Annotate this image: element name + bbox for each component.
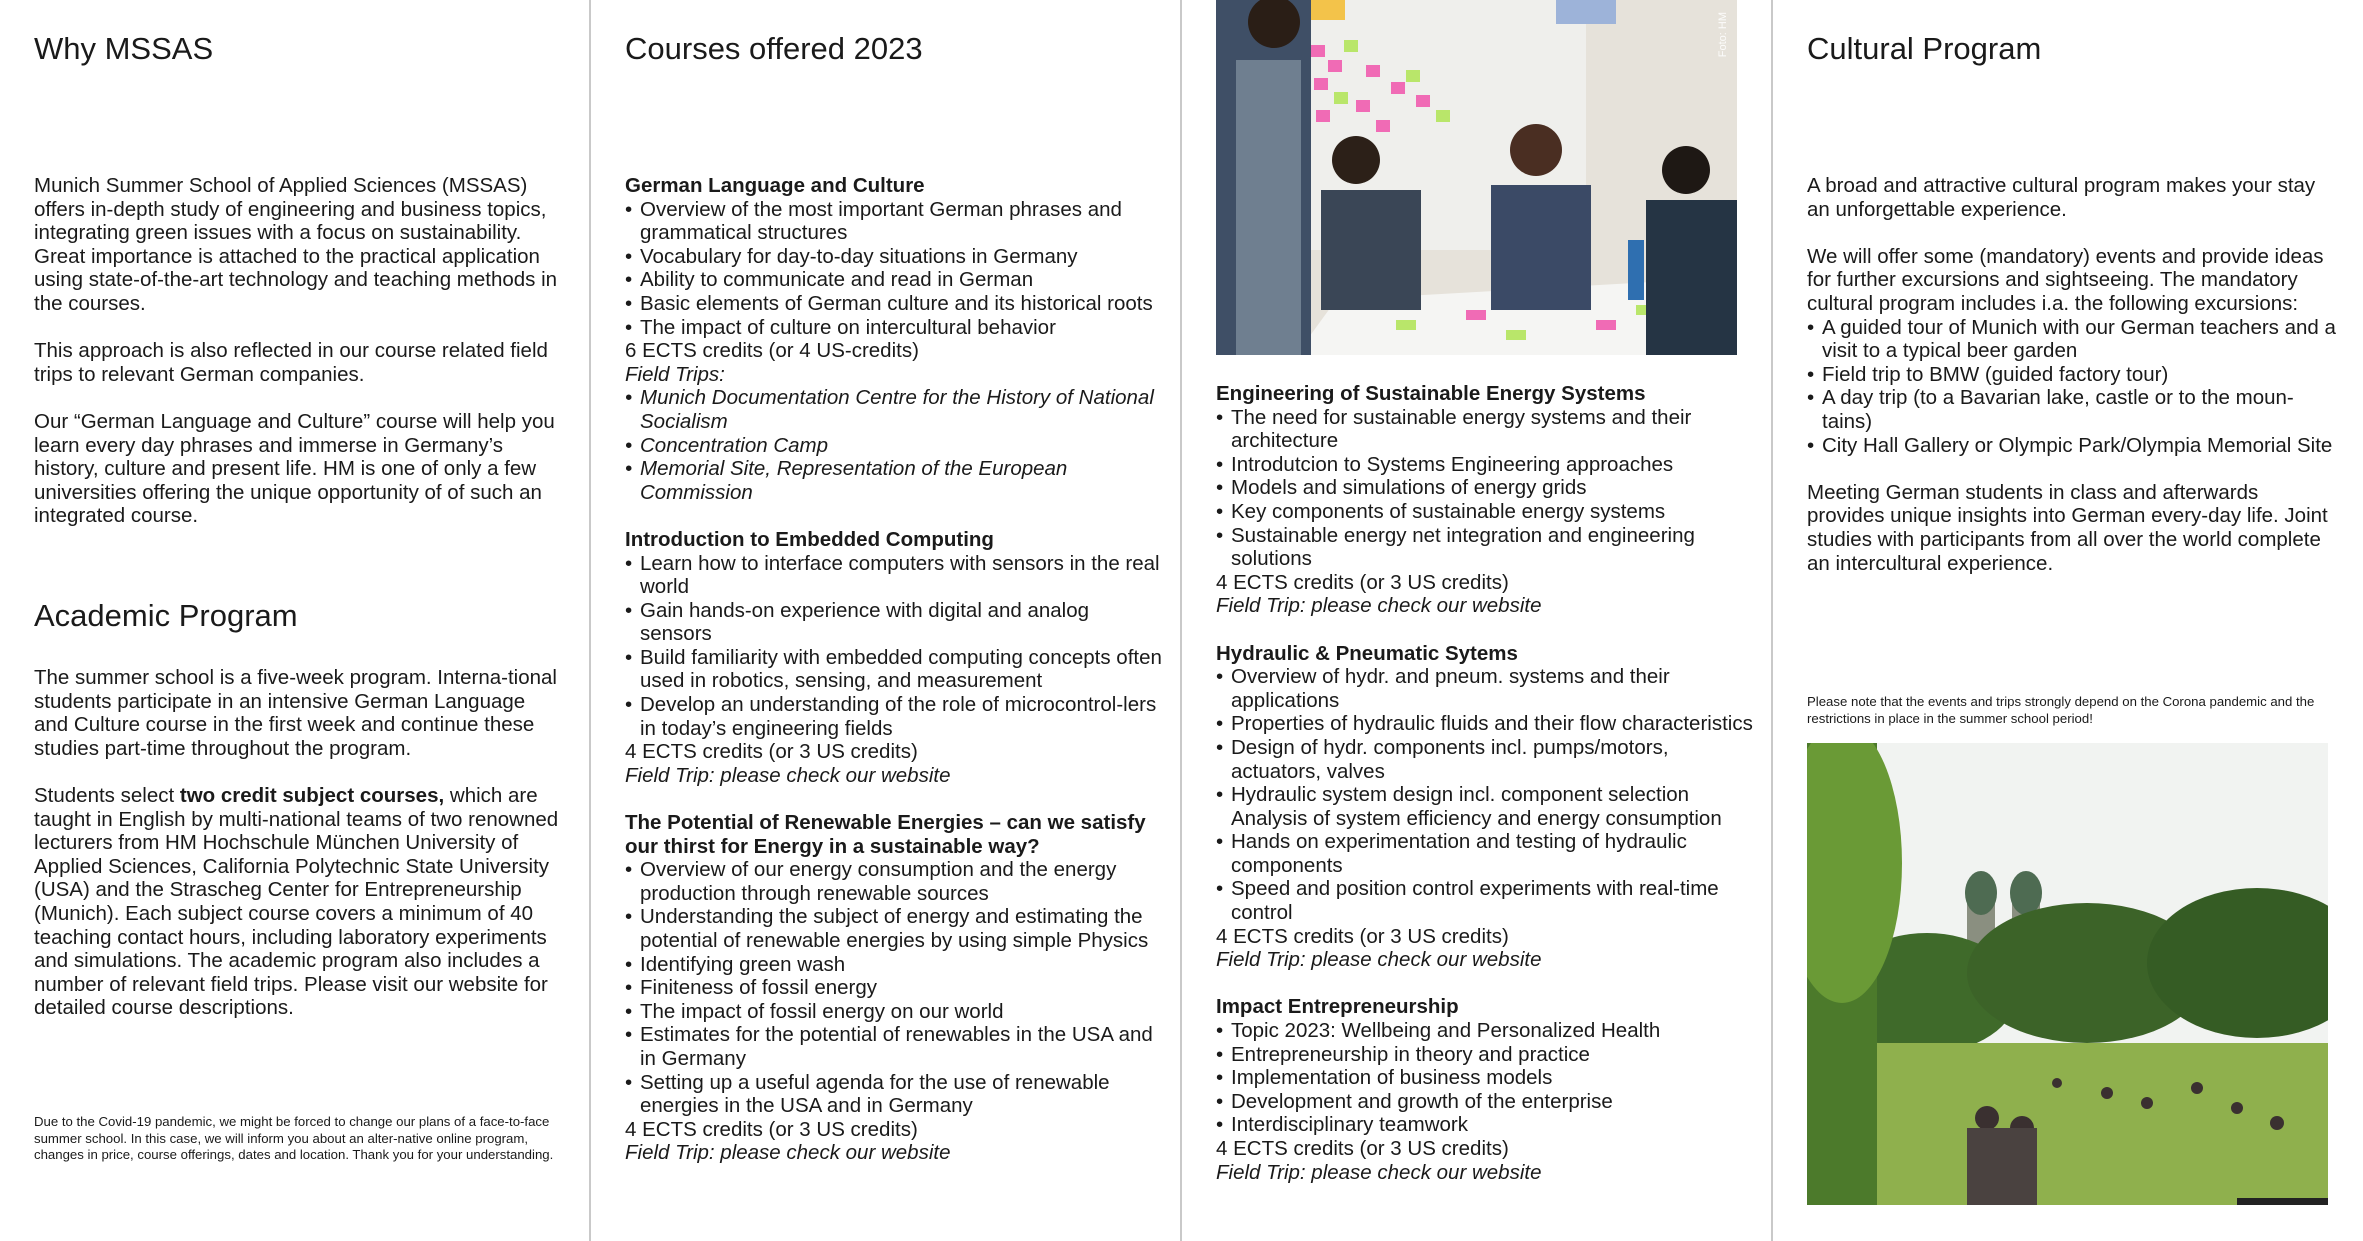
list-item: • A day trip (to a Bavarian lake, castle or to the moun-tains) — [1807, 386, 2337, 433]
list-item: • Setting up a useful agenda for the use of renewable energies in the USA and in Germany — [625, 1071, 1165, 1118]
courses-body — [625, 174, 1165, 1165]
list-item: • Munich Documentation Centre for the History of National Socialism — [625, 386, 1165, 433]
course-topics — [625, 198, 1165, 340]
excursions-list — [1807, 316, 2337, 458]
why-mssas-title: Why MSSAS — [34, 31, 214, 66]
list-item: • Memorial Site, Representation of the European Commission — [625, 457, 1165, 504]
field-trips-list — [625, 386, 1165, 504]
course-impact — [1216, 995, 1756, 1184]
course-topics — [1216, 406, 1756, 571]
academic-program-body — [34, 666, 559, 1020]
list-item: • Entrepreneurship in theory and practice — [1216, 1043, 1756, 1067]
list-item: • Vocabulary for day-to-day situations in Germany — [625, 245, 1165, 269]
course-title: The Potential of Renewable Energies – can we satisfy our thirst for Energy in a sustainable way? — [625, 811, 1146, 858]
course-title: Engineering of Sustainable Energy Systems — [1216, 382, 1646, 405]
park-photo — [1807, 743, 2328, 1205]
course-topics — [625, 858, 1165, 1118]
why-paragraph: Our “German Language and Culture” course will help you learn every day phrases and immerse in Germany’s history, culture and present life. HM is one of only a few universities offering the unique opportunity of of such an integrated course. — [34, 409, 555, 528]
course-credits: 4 ECTS credits (or 3 US credits) — [1216, 1137, 1509, 1160]
course-renewable — [625, 811, 1165, 1165]
list-item: • The impact of fossil energy on our world — [625, 1000, 1165, 1024]
panel-courses-continued — [1182, 0, 1771, 1241]
course-credits: 4 ECTS credits (or 3 US credits) — [625, 740, 918, 764]
list-item: • City Hall Gallery or Olympic Park/Olympia Memorial Site — [1807, 434, 2337, 458]
list-item: • Sustainable energy net integration and engineering solutions — [1216, 524, 1756, 571]
course-credits: 4 ECTS credits (or 3 US credits) — [625, 1117, 918, 1141]
photo-credit: Foto: HM — [1717, 12, 1729, 58]
course-topics — [625, 552, 1165, 741]
course-title: Introduction to Embedded Computing — [625, 527, 994, 551]
course-field-trip: Field Trip: please check our website — [1216, 1160, 1542, 1184]
park-illustration — [1807, 743, 2328, 1205]
list-item: • The need for sustainable energy systems and their architecture — [1216, 406, 1756, 453]
cultural-paragraph: We will offer some (mandatory) events and provide ideas for further excursions and sightseeing. The mandatory cultural program includes i.a. the following excursions: — [1807, 244, 2324, 315]
course-german — [625, 174, 1165, 504]
list-item: • Design of hydr. components incl. pumps/motors, actuators, valves — [1216, 736, 1756, 783]
course-field-trip: Field Trip: please check our website — [1216, 594, 1542, 618]
list-item: • Overview of our energy consumption and the energy production through renewable sources — [625, 858, 1165, 905]
list-item: • Ability to communicate and read in German — [625, 268, 1165, 292]
academic-program-title: Academic Program — [34, 598, 298, 633]
list-item: • Hands on experimentation and testing of hydraulic components — [1216, 830, 1756, 877]
list-item: • Basic elements of German culture and its historical roots — [625, 292, 1165, 316]
list-item: • Hydraulic system design incl. component selection Analysis of system efficiency and energy consumption — [1216, 783, 1756, 830]
list-item: • Understanding the subject of energy and estimating the potential of renewable energies by using simple Physics — [625, 905, 1165, 952]
course-field-trip: Field Trip: please check our website — [625, 1141, 951, 1165]
cultural-paragraph: Meeting German students in class and afterwards provides unique insights into German every-day life. Joint studies with participants from all over the world complete an intercultural experience. — [1807, 480, 2328, 575]
course-topics — [1216, 665, 1756, 925]
list-item: • The impact of culture on intercultural behavior — [625, 316, 1165, 340]
list-item: • Models and simulations of energy grids — [1216, 476, 1756, 500]
panel-courses — [591, 0, 1180, 1241]
course-title: Hydraulic & Pneumatic Sytems — [1216, 641, 1518, 665]
covid-note: Due to the Covid-19 pandemic, we might be forced to change our plans of a face-to-face summer school. In this case, we will inform you about an alter-native online program, changes in price, course offerings, dates and location. Thank you for your understanding. — [34, 1114, 554, 1162]
course-credits: 4 ECTS credits (or 3 US credits) — [1216, 570, 1509, 594]
list-item: • Concentration Camp — [625, 434, 1165, 458]
list-item: • Develop an understanding of the role of microcontrol-lers in today’s engineering fields — [625, 693, 1165, 740]
course-hydraulic — [1216, 642, 1756, 972]
classroom-photo — [1216, 0, 1737, 355]
courses-body-continued — [1216, 382, 1756, 1184]
classroom-illustration — [1216, 0, 1737, 355]
list-item: • Development and growth of the enterprise — [1216, 1090, 1756, 1114]
list-item: • Field trip to BMW (guided factory tour) — [1807, 363, 2337, 387]
course-field-trip: Field Trip: please check our website — [625, 763, 951, 787]
text: which are taught in English by multi-national teams of two renowned lecturers from HM Hochschule München University of Applied Sciences, California Polytechnic State University (USA) and the Strascheg Center for Entrepreneurship (Munich). Each subject course covers a minimum of 40 teaching contact hours, including laboratory experiments and simulations. The academic program also includes a number of relevant field trips. Please visit our website for detailed course descriptions. — [34, 783, 559, 1020]
list-item: • Speed and position control experiments with real-time control — [1216, 877, 1756, 924]
cultural-program-title: Cultural Program — [1807, 31, 2042, 66]
list-item: • Overview of the most important German phrases and grammatical structures — [625, 198, 1165, 245]
why-mssas-body — [34, 174, 559, 528]
course-title: German Language and Culture — [625, 174, 925, 197]
list-item: • Topic 2023: Wellbeing and Personalized Health — [1216, 1019, 1756, 1043]
list-item: • Estimates for the potential of renewables in the USA and in Germany — [625, 1023, 1165, 1070]
text: Students select — [34, 783, 180, 807]
emphasis: two credit subject courses, — [179, 783, 445, 807]
list-item: • Key components of sustainable energy systems — [1216, 500, 1756, 524]
academic-paragraph: The summer school is a five-week program. Interna-tional students participate in an intensive German Language and Culture course in the first week and continue these studies part-time throughout the program. — [34, 666, 557, 760]
course-title: Impact Entrepreneurship — [1216, 995, 1459, 1019]
list-item: • Interdisciplinary teamwork — [1216, 1113, 1756, 1137]
list-item: • Finiteness of fossil energy — [625, 976, 1165, 1000]
cultural-paragraph: A broad and attractive cultural program makes your stay an unforgettable experience. — [1807, 174, 2316, 221]
list-item: • Gain hands-on experience with digital and analog sensors — [625, 599, 1165, 646]
course-field-trip: Field Trip: please check our website — [1216, 948, 1542, 972]
corona-note: Please note that the events and trips strongly depend on the Corona pandemic and the restrictions in place in the summer school period! — [1807, 694, 2315, 726]
why-paragraph: Munich Summer School of Applied Sciences (MSSAS) offers in-depth study of engineering and business topics, integrating green issues with a focus on sustainability. Great importance is attached to the practical application using state-of-the-art technology and teaching methods in the courses. — [34, 174, 558, 315]
course-sustainable — [1216, 382, 1756, 618]
why-paragraph: This approach is also reflected in our course related field trips to relevant German companies. — [34, 339, 548, 386]
list-item: • Learn how to interface computers with sensors in the real world — [625, 552, 1165, 599]
list-item: • Properties of hydraulic fluids and their flow characteristics — [1216, 712, 1756, 736]
panel-why-academic — [0, 0, 589, 1241]
course-credits: 4 ECTS credits (or 3 US credits) — [1216, 924, 1509, 948]
course-credits: 6 ECTS credits (or 4 US-credits) — [625, 339, 919, 363]
academic-paragraph — [34, 784, 559, 1020]
list-item: • Identifying green wash — [625, 953, 1165, 977]
list-item: • Introdutcion to Systems Engineering approaches — [1216, 453, 1756, 477]
cultural-program-body — [1807, 174, 2337, 575]
list-item: • Implementation of business models — [1216, 1066, 1756, 1090]
panel-cultural — [1773, 0, 2363, 1241]
course-embedded — [625, 528, 1165, 788]
list-item: • Overview of hydr. and pneum. systems and their applications — [1216, 665, 1756, 712]
courses-title: Courses offered 2023 — [625, 31, 923, 66]
course-topics — [1216, 1019, 1756, 1137]
field-trips-label: Field Trips: — [625, 362, 725, 386]
list-item: • A guided tour of Munich with our German teachers and a visit to a typical beer garden — [1807, 316, 2337, 363]
list-item: • Build familiarity with embedded computing concepts often used in robotics, sensing, and measurement — [625, 646, 1165, 693]
